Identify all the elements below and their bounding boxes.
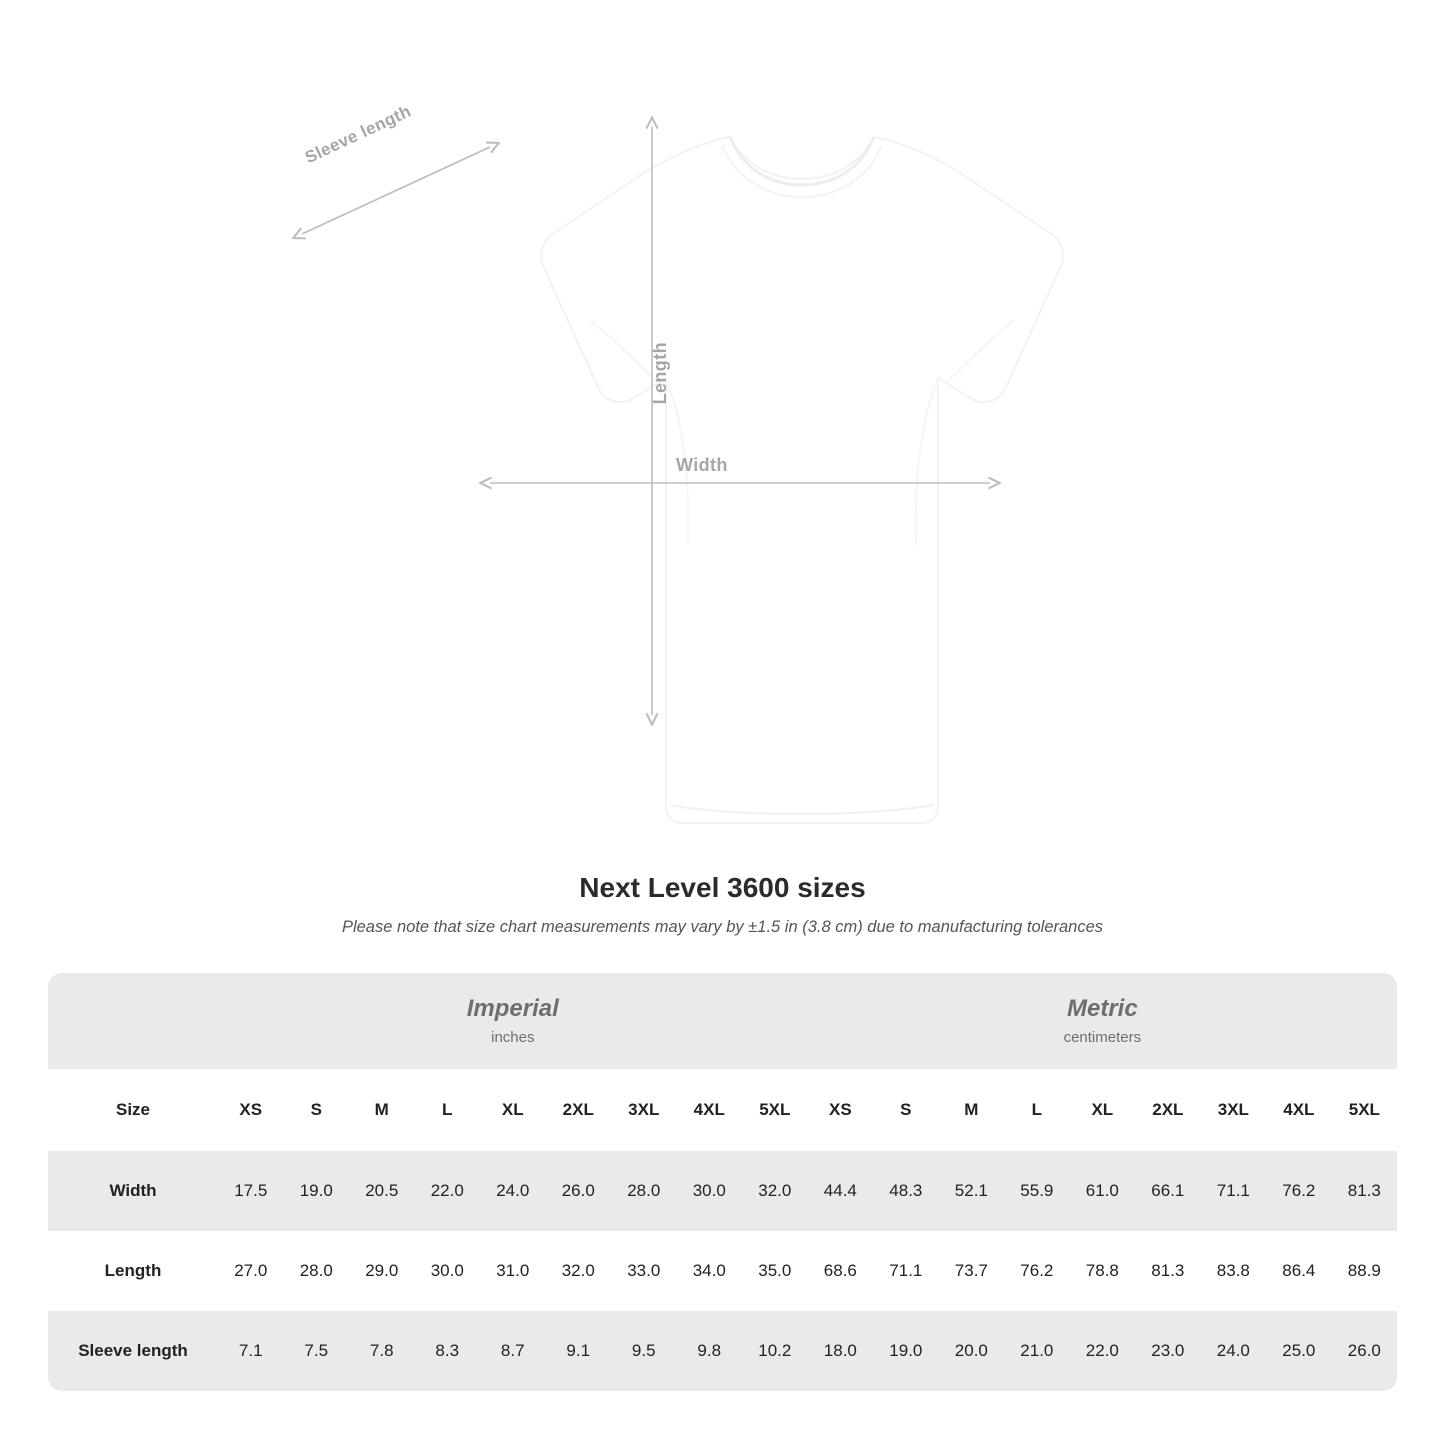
length-imperial-s: 28.0 bbox=[284, 1231, 350, 1311]
table-row-length bbox=[48, 1231, 1397, 1311]
size-table bbox=[48, 973, 1397, 1391]
sleeve-metric-s: 19.0 bbox=[873, 1311, 939, 1391]
width-metric-l: 55.9 bbox=[1004, 1151, 1070, 1231]
width-metric-m: 52.1 bbox=[939, 1151, 1005, 1231]
size-header-metric-s: S bbox=[873, 1069, 939, 1151]
row-label-width: Width bbox=[48, 1151, 218, 1231]
size-header-imperial-3xl: 3XL bbox=[611, 1069, 677, 1151]
size-header-metric-xs: XS bbox=[808, 1069, 874, 1151]
size-header-metric-3xl: 3XL bbox=[1201, 1069, 1267, 1151]
size-header-metric-5xl: 5XL bbox=[1332, 1069, 1397, 1151]
unit-group-metric-name: Metric bbox=[1067, 995, 1138, 1023]
size-header-imperial-s: S bbox=[284, 1069, 350, 1151]
size-header-imperial-l: L bbox=[415, 1069, 481, 1151]
size-header-imperial-5xl: 5XL bbox=[742, 1069, 808, 1151]
width-metric-s: 48.3 bbox=[873, 1151, 939, 1231]
length-imperial-l: 30.0 bbox=[415, 1231, 481, 1311]
sleeve-imperial-5xl: 10.2 bbox=[742, 1311, 808, 1391]
unit-group-metric bbox=[808, 973, 1397, 1069]
table-row-width bbox=[48, 1151, 1397, 1231]
length-imperial-4xl: 34.0 bbox=[677, 1231, 743, 1311]
length-metric-3xl: 83.8 bbox=[1201, 1231, 1267, 1311]
width-metric-3xl: 71.1 bbox=[1201, 1151, 1267, 1231]
width-imperial-s: 19.0 bbox=[284, 1151, 350, 1231]
width-metric-xl: 61.0 bbox=[1070, 1151, 1136, 1231]
sleeve-length-dimension-label: Sleeve length bbox=[302, 101, 415, 168]
table-row-sleeve-length bbox=[48, 1311, 1397, 1391]
size-header-imperial-2xl: 2XL bbox=[546, 1069, 612, 1151]
unit-group-metric-sub: centimeters bbox=[1063, 1028, 1142, 1046]
sleeve-metric-xl: 22.0 bbox=[1070, 1311, 1136, 1391]
length-imperial-m: 29.0 bbox=[349, 1231, 415, 1311]
length-imperial-2xl: 32.0 bbox=[546, 1231, 612, 1311]
length-metric-xs: 68.6 bbox=[808, 1231, 874, 1311]
size-header-metric-l: L bbox=[1004, 1069, 1070, 1151]
sleeve-metric-l: 21.0 bbox=[1004, 1311, 1070, 1391]
unit-group-imperial bbox=[218, 973, 808, 1069]
sleeve-metric-2xl: 23.0 bbox=[1135, 1311, 1201, 1391]
sleeve-imperial-xl: 8.7 bbox=[480, 1311, 546, 1391]
length-metric-5xl: 88.9 bbox=[1332, 1231, 1397, 1311]
sleeve-metric-5xl: 26.0 bbox=[1332, 1311, 1397, 1391]
sleeve-imperial-2xl: 9.1 bbox=[546, 1311, 612, 1391]
width-imperial-5xl: 32.0 bbox=[742, 1151, 808, 1231]
tolerance-note: Please note that size chart measurements may vary by ±1.5 in (3.8 cm) due to manufacturing tolerances bbox=[341, 918, 1104, 936]
size-header-imperial-xs: XS bbox=[218, 1069, 284, 1151]
width-imperial-xl: 24.0 bbox=[480, 1151, 546, 1231]
sleeve-metric-3xl: 24.0 bbox=[1201, 1311, 1267, 1391]
length-imperial-5xl: 35.0 bbox=[742, 1231, 808, 1311]
sleeve-imperial-l: 8.3 bbox=[415, 1311, 481, 1391]
length-metric-s: 71.1 bbox=[873, 1231, 939, 1311]
size-header-metric-4xl: 4XL bbox=[1266, 1069, 1332, 1151]
length-metric-xl: 78.8 bbox=[1070, 1231, 1136, 1311]
width-dimension-label: Width bbox=[676, 455, 728, 475]
length-imperial-xs: 27.0 bbox=[218, 1231, 284, 1311]
size-header-metric-m: M bbox=[939, 1069, 1005, 1151]
width-imperial-2xl: 26.0 bbox=[546, 1151, 612, 1231]
length-imperial-3xl: 33.0 bbox=[611, 1231, 677, 1311]
size-header-row bbox=[48, 1069, 1397, 1151]
width-metric-5xl: 81.3 bbox=[1332, 1151, 1397, 1231]
sleeve-imperial-m: 7.8 bbox=[349, 1311, 415, 1391]
size-header-metric-xl: XL bbox=[1070, 1069, 1136, 1151]
sleeve-metric-m: 20.0 bbox=[939, 1311, 1005, 1391]
length-imperial-xl: 31.0 bbox=[480, 1231, 546, 1311]
sleeve-metric-xs: 18.0 bbox=[808, 1311, 874, 1391]
width-metric-xs: 44.4 bbox=[808, 1151, 874, 1231]
width-imperial-3xl: 28.0 bbox=[611, 1151, 677, 1231]
size-row-label: Size bbox=[48, 1069, 218, 1151]
sleeve-metric-4xl: 25.0 bbox=[1266, 1311, 1332, 1391]
chart-heading-block bbox=[0, 872, 1445, 937]
unit-group-imperial-name: Imperial bbox=[466, 995, 559, 1023]
table-corner-cell bbox=[48, 973, 218, 1069]
unit-group-imperial-sub: inches bbox=[491, 1028, 535, 1046]
sleeve-imperial-xs: 7.1 bbox=[218, 1311, 284, 1391]
length-metric-2xl: 81.3 bbox=[1135, 1231, 1201, 1311]
page-title: Next Level 3600 sizes bbox=[579, 872, 866, 903]
size-header-imperial-4xl: 4XL bbox=[677, 1069, 743, 1151]
length-dimension-label: Length bbox=[650, 342, 670, 405]
row-label-sleeve-length: Sleeve length bbox=[48, 1311, 218, 1391]
length-metric-l: 76.2 bbox=[1004, 1231, 1070, 1311]
unit-header-row bbox=[48, 973, 1397, 1069]
size-header-imperial-m: M bbox=[349, 1069, 415, 1151]
sleeve-imperial-3xl: 9.5 bbox=[611, 1311, 677, 1391]
width-imperial-m: 20.5 bbox=[349, 1151, 415, 1231]
size-header-metric-2xl: 2XL bbox=[1135, 1069, 1201, 1151]
width-metric-2xl: 66.1 bbox=[1135, 1151, 1201, 1231]
size-header-imperial-xl: XL bbox=[480, 1069, 546, 1151]
sleeve-imperial-4xl: 9.8 bbox=[677, 1311, 743, 1391]
sleeve-imperial-s: 7.5 bbox=[284, 1311, 350, 1391]
length-metric-m: 73.7 bbox=[939, 1231, 1005, 1311]
row-label-length: Length bbox=[48, 1231, 218, 1311]
length-metric-4xl: 86.4 bbox=[1266, 1231, 1332, 1311]
width-imperial-xs: 17.5 bbox=[218, 1151, 284, 1231]
width-imperial-l: 22.0 bbox=[415, 1151, 481, 1231]
width-imperial-4xl: 30.0 bbox=[677, 1151, 743, 1231]
width-metric-4xl: 76.2 bbox=[1266, 1151, 1332, 1231]
size-table-container bbox=[48, 973, 1397, 1391]
